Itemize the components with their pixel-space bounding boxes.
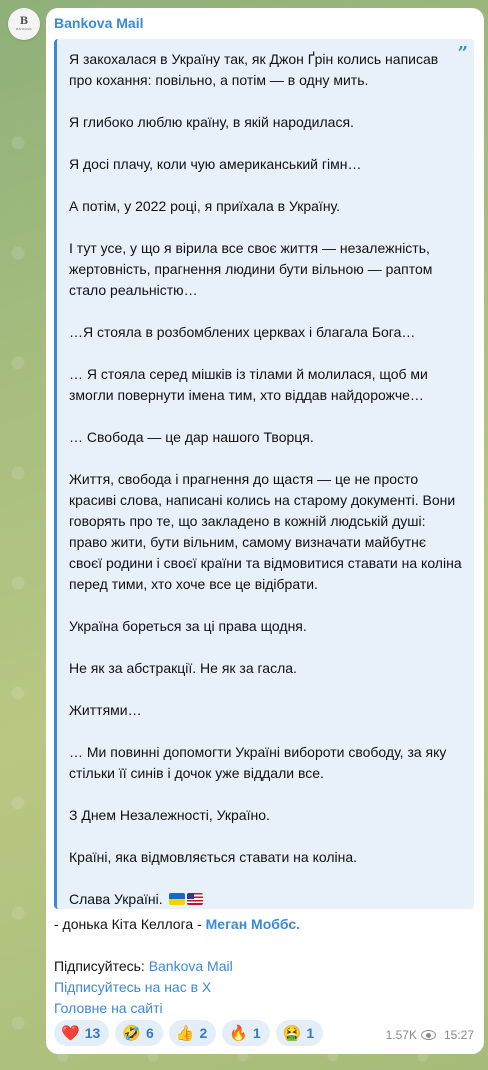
quote-paragraph: … Ми повинні допомогти Україні вибороти свободу, за яку стільки її синів і дочок уже віддали все.: [69, 744, 447, 781]
reaction-count: 6: [145, 1025, 154, 1041]
message-meta: [386, 1028, 474, 1042]
quote-paragraph: І тут усе, у що я вірила все своє життя — незалежність, жертовність, прагнення людини бути вільною — раптом стало реальністю…: [69, 240, 433, 298]
heart-icon: ❤️: [61, 1024, 80, 1042]
subscribe-channel-link[interactable]: Bankova Mail: [148, 958, 233, 974]
subscribe-line: [54, 956, 474, 977]
quote-paragraph: Я досі плачу, коли чую американський гімн…: [69, 156, 362, 172]
reaction-count: 13: [84, 1025, 101, 1041]
attribution-prefix: - донька Кіта Келлога -: [54, 916, 206, 932]
quote-paragraph: …Я стояла в розбомблених церквах і благала Бога…: [69, 324, 416, 340]
quote-paragraph: Життя, свобода і прагнення до щастя — це не просто красиві слова, написані колись на старому документі. Вони говорять про те, що закладено в кожній людській душі: право жити, бути вільним, самому визначати майбутнє своєї родини і своєї країни та відмовитися ставати на коліна перед тими, хто хоче все це відібрати.: [69, 471, 462, 592]
reaction-laughing[interactable]: [115, 1020, 162, 1046]
thumbs-up-icon: 👍: [175, 1024, 195, 1042]
nauseated-face-icon: 🤮: [282, 1024, 302, 1042]
quote-paragraph: Країні, яка відмовляється ставати на коліна.: [69, 849, 358, 865]
quote-last-text: Слава Україні.: [69, 891, 163, 907]
quote-paragraph: Україна бореться за ці права щодня.: [69, 618, 307, 634]
avatar-letter: B: [19, 16, 29, 27]
reaction-heart[interactable]: [54, 1020, 109, 1046]
message-time: 15:27: [443, 1028, 474, 1042]
quote-paragraph: А потім, у 2022 році, я приїхала в Україну.: [69, 198, 341, 214]
author-link[interactable]: Меган Моббс.: [205, 916, 301, 932]
quote-block: [54, 39, 474, 909]
subscribe-x-link[interactable]: Підписуйтесь на нас в X: [54, 979, 212, 995]
reaction-thumbs-up[interactable]: [169, 1020, 216, 1046]
quote-paragraph: Я глибоко люблю країну, в якій народилася.: [69, 114, 354, 130]
attribution-line: [54, 914, 474, 935]
quote-icon: ”: [457, 43, 468, 64]
quote-last-line: [69, 889, 462, 910]
site-link[interactable]: Головне на сайті: [54, 1000, 163, 1016]
reaction-fire[interactable]: [222, 1020, 269, 1046]
reaction-count: 1: [252, 1025, 261, 1041]
avatar-wordmark: BANKOVA: [16, 27, 32, 31]
eye-icon: [421, 1030, 436, 1040]
subscribe-prefix: Підписуйтесь:: [54, 958, 149, 974]
reaction-count: 1: [306, 1025, 315, 1041]
laughing-face-icon: 🤣: [122, 1024, 141, 1042]
quote-paragraph: Життями…: [69, 702, 142, 718]
quote-paragraph: … Я стояла серед мішків із тілами й молилася, щоб ми змогли повернути імена тим, хто віддав найдорожче…: [69, 366, 428, 403]
ukraine-flag-icon: [169, 893, 185, 905]
message-bubble: [46, 8, 484, 1054]
reaction-nauseated[interactable]: [276, 1020, 323, 1046]
channel-avatar[interactable]: [8, 8, 40, 40]
fire-icon: 🔥: [229, 1024, 248, 1042]
quote-paragraph: Я закохалася в Україну так, як Джон Ґрін колись написав про кохання: повільно, а потім — в одну мить.: [69, 51, 439, 88]
quote-paragraph: … Свобода — це дар нашого Творця.: [69, 429, 314, 445]
view-count: 1.57K: [385, 1028, 417, 1042]
reaction-count: 2: [199, 1025, 208, 1041]
quote-paragraph: Не як за абстракції. Не як за гасла.: [69, 660, 297, 676]
channel-name[interactable]: Bankova Mail: [54, 15, 144, 31]
message-footer: [54, 1020, 474, 1046]
usa-flag-icon: [187, 893, 203, 905]
quote-paragraph: З Днем Незалежності, Україно.: [69, 807, 270, 823]
